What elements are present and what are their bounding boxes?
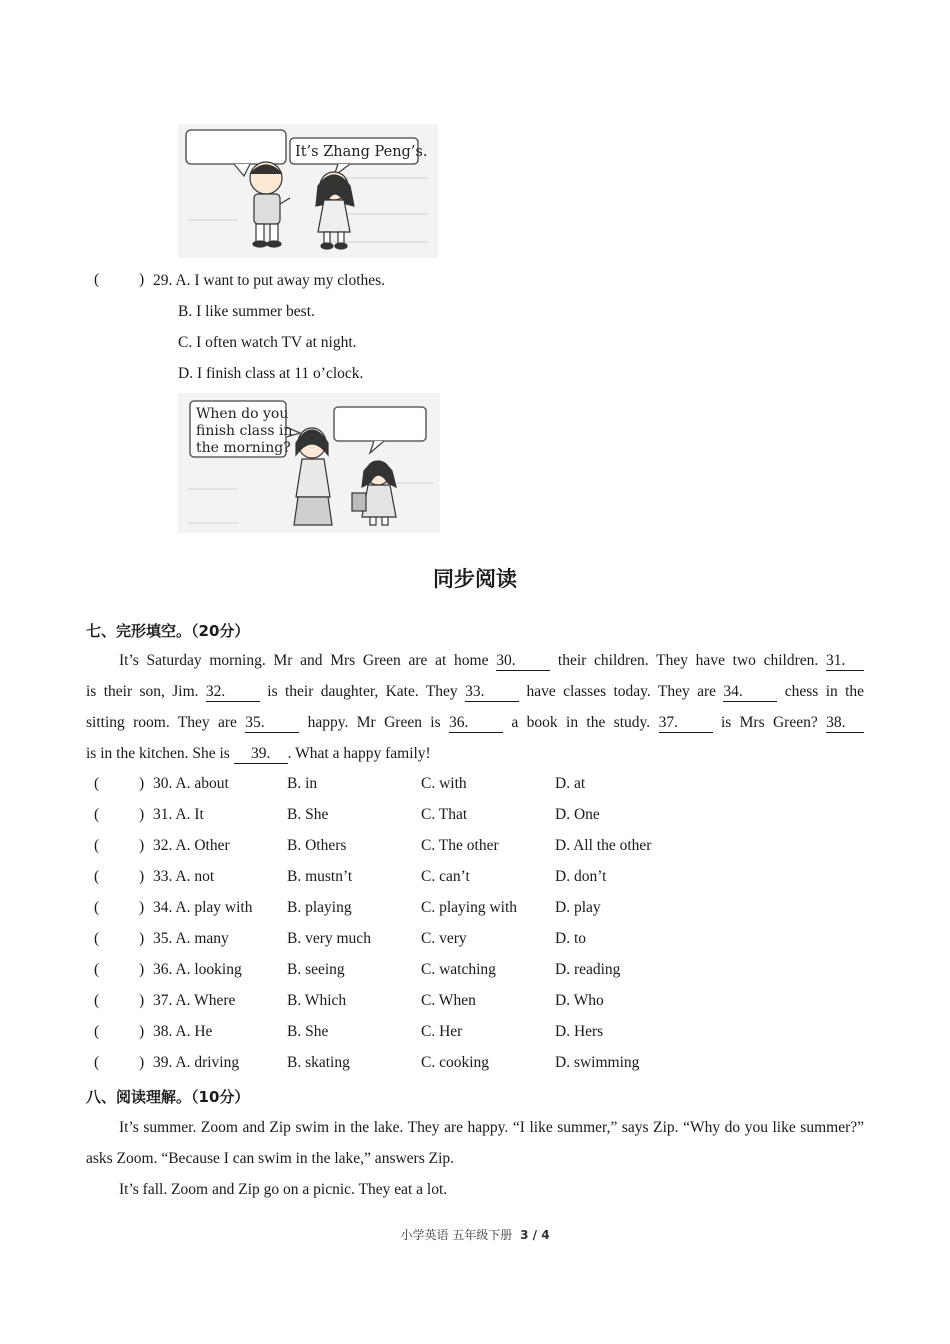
option-a: 38. A. He [153,1023,213,1040]
paren-right: ) [139,806,145,823]
option-b: B. mustn’t [287,868,353,885]
paren-right: ) [139,868,145,885]
option-b: B. in [287,775,318,792]
page-footer [0,1226,950,1243]
blank-33: 33. [465,682,519,702]
paren-right: ) [139,775,145,792]
cloze-question-row [0,868,950,890]
footer-text: 小学英语 五年级下册 [400,1228,513,1242]
passage-line-3: sitting room. They are 35. happy. Mr Green is 36. a book in the study. 37. is Mrs Green? 38. [86,707,864,738]
paren-left: ( [94,899,100,916]
question-29-option-c: C. I often watch TV at night. [178,334,357,351]
reading-paragraph-2: It’s fall. Zoom and Zip go on a picnic. They eat a lot. [119,1181,448,1198]
option-d: D. at [555,775,586,792]
option-a: 33. A. not [153,868,215,885]
cloze-question-row [0,1054,950,1076]
page-number: 3 / 4 [520,1228,550,1242]
passage-line-1: It’s Saturday morning. Mr and Mrs Green are at home 30. their children. They have two children. 31. [86,645,864,676]
cloze-question-row [0,775,950,797]
illustration-whose-is-it [178,124,438,258]
cloze-question-row [0,992,950,1014]
option-c: C. playing with [421,899,518,916]
option-c: C. When [421,992,476,1009]
paren-left: ( [94,930,100,947]
option-b: B. She [287,1023,329,1040]
paren-left: ( [94,806,100,823]
option-a: 36. A. looking [153,961,242,978]
question-29-option-b: B. I like summer best. [178,303,315,320]
paren-right: ) [139,1023,145,1040]
blank-32: 32. [206,682,260,702]
paren-right: ) [139,837,145,854]
cloze-question-row [0,899,950,921]
paren-left: ( [94,837,100,854]
blank-38: 38. [826,713,864,733]
option-d: D. Who [555,992,604,1009]
cloze-question-row [0,806,950,828]
passage-line-4: is in the kitchen. She is 39. . What a happy family! [86,745,431,762]
question-29-option-d: D. I finish class at 11 o’clock. [178,365,364,382]
paren-right: ) [139,992,145,1009]
option-c: C. watching [421,961,496,978]
option-a: 35. A. many [153,930,229,947]
paren-right: ) [139,930,145,947]
option-d: D. to [555,930,586,947]
blank-31: 31. [826,651,864,671]
blank-39: 39. [234,744,288,764]
option-d: D. play [555,899,601,916]
cloze-passage [86,645,864,769]
option-a: 37. A. Where [153,992,236,1009]
option-c: C. That [421,806,468,823]
bubble-text: It’s Zhang Peng’s. [295,144,428,160]
option-b: B. skating [287,1054,350,1071]
blank-30: 30. [496,651,550,671]
option-b: B. playing [287,899,352,916]
section-7-heading: 七、完形填空。（20分） [86,622,250,640]
section-title: 同步阅读 [433,567,517,591]
paren-left: ( [94,992,100,1009]
blank-37: 37. [659,713,713,733]
option-a: 31. A. It [153,806,204,823]
paren-right: ) [139,899,145,916]
option-b: B. seeing [287,961,345,978]
cloze-question-row [0,1023,950,1045]
option-b: B. She [287,806,329,823]
option-d: D. Hers [555,1023,604,1040]
option-a: 39. A. driving [153,1054,240,1071]
paren-right: ) [139,1054,145,1071]
option-c: C. with [421,775,467,792]
reading-paragraph-1: It’s summer. Zoom and Zip swim in the lake. They are happy. “I like summer,” says Zip. “Why do you like summer?” asks Zoom. “Because I can swim in the lake,” answers Zip. [86,1119,864,1167]
paren-left: ( [94,775,100,792]
paren-left: ( [94,868,100,885]
illustration-finish-class [178,393,440,533]
paren-left: ( [94,1054,100,1071]
option-a: 30. A. about [153,775,229,792]
cloze-question-row [0,930,950,952]
cloze-question-row [0,961,950,983]
option-a: 32. A. Other [153,837,230,854]
option-d: D. reading [555,961,621,978]
option-b: B. very much [287,930,371,947]
answer-paren-right: ) [139,271,145,288]
blank-34: 34. [723,682,777,702]
question-29-option-a: 29. A. I want to put away my clothes. [153,272,386,289]
option-b: B. Others [287,837,347,854]
paren-right: ) [139,961,145,978]
option-d: D. swimming [555,1054,640,1071]
option-c: C. The other [421,837,499,854]
blank-36: 36. [449,713,503,733]
option-c: C. can’t [421,868,470,885]
paren-left: ( [94,1023,100,1040]
option-d: D. One [555,806,600,823]
bubble-line-2: finish class in [196,423,293,439]
bubble-line-3: the morning? [196,440,291,456]
option-b: B. Which [287,992,347,1009]
answer-paren-left: ( [94,271,100,288]
option-d: D. All the other [555,837,652,854]
cloze-question-row [0,837,950,859]
option-c: C. Her [421,1023,463,1040]
section-8-heading: 八、阅读理解。（10分） [86,1088,250,1106]
paren-left: ( [94,961,100,978]
passage-line-2: is their son, Jim. 32. is their daughter, Kate. They 33. have classes today. They are 34. chess in the [86,683,865,700]
option-a: 34. A. play with [153,899,253,916]
bubble-line-1: When do you [196,406,289,422]
blank-35: 35. [245,713,299,733]
option-c: C. very [421,930,467,947]
option-c: C. cooking [421,1054,490,1071]
option-d: D. don’t [555,868,607,885]
